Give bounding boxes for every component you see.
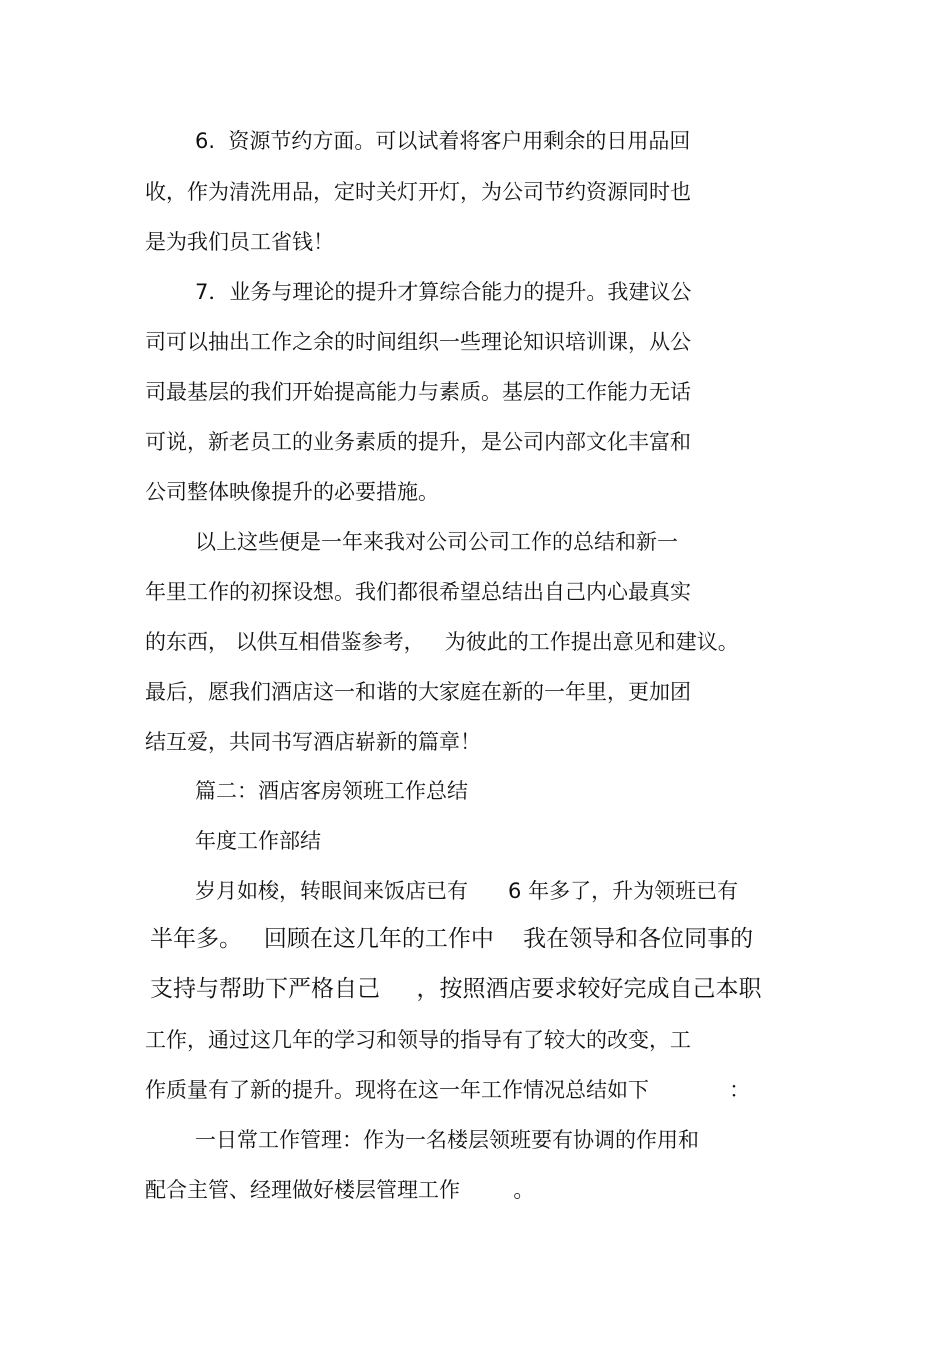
- paragraph-line: 以上这些便是一年来我对公司公司工作的总结和新一: [195, 530, 678, 554]
- paragraph-line: 半年多。 回顾在这几年的工作中 我在领导和各位同事的: [150, 926, 754, 952]
- paragraph-line: 结互爱，共同书写酒店崭新的篇章！: [145, 730, 481, 754]
- paragraph-line: 的东西， 以供互相借鉴参考， 为彼此的工作提出意见和建议。: [145, 630, 739, 654]
- paragraph-line: 6. 资源节约方面。可以试着将客户用剩余的日用品回: [195, 129, 691, 153]
- paragraph-line: 作质量有了新的提升。现将在这一年工作情况总结如下 ：: [145, 1078, 751, 1102]
- paragraph-line: 配合主管、经理做好楼层管理工作 。: [145, 1178, 535, 1202]
- paragraph-line: 司可以抽出工作之余的时间组织一些理论知识培训课，从公: [145, 330, 691, 354]
- paragraph-line: 是为我们员工省钱！: [145, 230, 334, 254]
- paragraph-line: 工作，通过这几年的学习和领导的指导有了较大的改变，工: [145, 1028, 691, 1052]
- paragraph-line: 收，作为清洗用品，定时关灯开灯，为公司节约资源同时也: [145, 180, 691, 204]
- paragraph-line: 可说，新老员工的业务素质的提升，是公司内部文化丰富和: [145, 430, 691, 454]
- paragraph-line: 一日常工作管理：作为一名楼层领班要有协调的作用和: [195, 1128, 699, 1152]
- paragraph-line: 公司整体映像提升的必要措施。: [145, 480, 439, 504]
- section-subheading: 年度工作部结: [195, 829, 321, 853]
- paragraph-line: 年里工作的初探设想。我们都很希望总结出自己内心最真实: [145, 580, 691, 604]
- paragraph-line: 7．业务与理论的提升才算综合能力的提升。我建议公: [195, 280, 692, 304]
- paragraph-line: 支持与帮助下严格自己 ，按照酒店要求较好完成自己本职: [150, 976, 762, 1002]
- paragraph-line: 最后，愿我们酒店这一和谐的大家庭在新的一年里，更加团: [145, 680, 691, 704]
- section-heading: 篇二：酒店客房领班工作总结: [195, 779, 468, 803]
- paragraph-line: 岁月如梭，转眼间来饭店已有 6 年多了，升为领班已有: [195, 879, 739, 903]
- paragraph-line: 司最基层的我们开始提高能力与素质。基层的工作能力无话: [145, 380, 691, 404]
